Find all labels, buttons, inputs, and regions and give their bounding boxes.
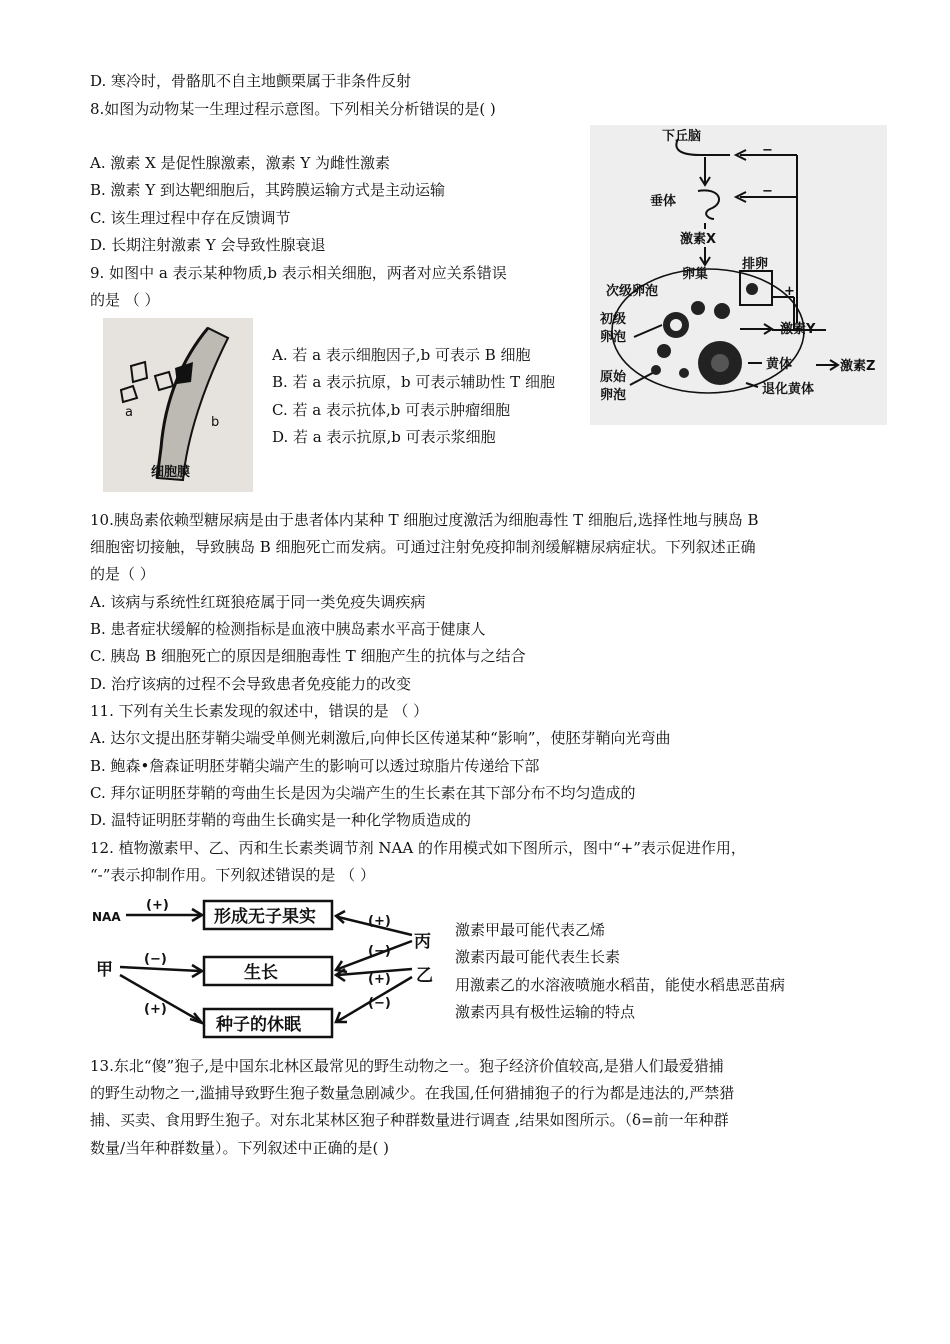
q12-option-4: 激素丙具有极性运输的特点 [455, 1003, 636, 1021]
label-plus: + [784, 284, 795, 299]
q9-label-membrane: 细胞膜 [151, 465, 191, 480]
q12-label-jia: 甲 [96, 960, 113, 980]
q9-option-c: C. 若 a 表示抗体,b 可表示肿瘤细胞 [272, 401, 511, 419]
q10-stem-3: 的是（ ） [90, 565, 155, 583]
label-minus-1: − [762, 143, 773, 158]
q12-hormone-diagram [92, 895, 442, 1045]
q10-option-b: B. 患者症状缓解的检测指标是血液中胰岛素水平高于健康人 [90, 620, 486, 638]
q12-sign-jia-1: (−) [144, 952, 167, 967]
q13-stem-2: 的野生动物之一,滥捕导致野生狍子数量急剧减少。在我国,任何猎捕狍子的行为都是违法的,严禁猎 [90, 1084, 735, 1102]
q12-label-yi: 乙 [416, 966, 433, 986]
label-minus-2: − [762, 184, 773, 199]
q12-option-3: 用激素乙的水溶液喷施水稻苗，能使水稻患恶苗病 [455, 976, 786, 994]
q8-hormone-figure [590, 125, 887, 425]
q11-option-b: B. 鲍森•詹森证明胚芽鞘尖端产生的影响可以透过琼脂片传递给下部 [90, 757, 540, 775]
label-primary-2: 卵泡 [600, 330, 627, 345]
q8-stem: 8.如图为动物某一生理过程示意图。下列相关分析错误的是( ) [90, 100, 496, 118]
q12-sign-yi-1: (+) [368, 972, 391, 987]
q10-option-c: C. 胰岛 B 细胞死亡的原因是细胞毒性 T 细胞产生的抗体与之结合 [90, 647, 526, 665]
q11-option-c: C. 拜尔证明胚芽鞘的弯曲生长是因为尖端产生的生长素在其下部分布不均匀造成的 [90, 784, 636, 802]
q9-stem-2: 的是 （ ） [90, 291, 160, 309]
label-degenerated-cl: 退化黄体 [762, 382, 815, 397]
label-hypothalamus: 下丘脑 [662, 129, 702, 144]
q9-option-a: A. 若 a 表示细胞因子,b 可表示 B 细胞 [272, 346, 531, 364]
q12-box1-label: 形成无子果实 [214, 907, 316, 927]
q8-option-d: D. 长期注射激素 Y 会导致性腺衰退 [90, 236, 326, 254]
q9-label-b: b [211, 415, 220, 430]
label-primordial-2: 卵泡 [600, 388, 627, 403]
q9-option-d: D. 若 a 表示抗原,b 可表示浆细胞 [272, 428, 496, 446]
label-corpus-luteum: 黄体 [766, 357, 793, 372]
label-ovary: 卵巢 [682, 267, 709, 282]
q8-option-c: C. 该生理过程中存在反馈调节 [90, 209, 291, 227]
q12-box2-label: 生长 [244, 963, 278, 983]
q12-sign-yi-2: (−) [368, 996, 391, 1011]
q13-stem-3: 捕、买卖、食用野生狍子。对东北某林区狍子种群数量进行调查 ,结果如图所示。（δ=前一年种群 [90, 1111, 729, 1129]
label-secondary-follicle: 次级卵泡 [606, 284, 659, 299]
label-hormone-z: 激素Z [840, 359, 876, 374]
q9-figure [103, 318, 253, 492]
q12-option-2: 激素丙最可能代表生长素 [455, 948, 621, 966]
q10-stem-1: 10.胰岛素依赖型糖尿病是由于患者体内某种 T 细胞过度激活为细胞毒性 T 细胞后,选择性地与胰岛 B [90, 511, 759, 529]
q7-option-d: D. 寒冷时，骨骼肌不自主地颤栗属于非条件反射 [90, 72, 412, 90]
label-hormone-x: 激素X [680, 232, 717, 247]
q10-stem-2: 细胞密切接触，导致胰岛 B 细胞死亡而发病。可通过注射免疫抑制剂缓解糖尿病症状。下列叙述正确 [90, 538, 756, 556]
q12-label-bing: 丙 [414, 932, 431, 952]
q12-box3-label: 种子的休眠 [216, 1015, 301, 1035]
label-hormone-y: 激素Y [780, 322, 816, 337]
label-ovulation: 排卵 [742, 257, 769, 272]
q12-sign-bing-2: (−) [368, 944, 391, 959]
q12-sign-bing-1: (+) [368, 914, 391, 929]
q12-stem-2: “-”表示抑制作用。下列叙述错误的是 （ ） [90, 866, 375, 884]
label-primordial-1: 原始 [600, 370, 627, 385]
q13-stem-1: 13.东北“傻”狍子,是中国东北林区最常见的野生动物之一。狍子经济价值较高,是猎人们最爱猎捕 [90, 1057, 724, 1075]
q12-label-naa: NAA [92, 910, 121, 924]
q13-stem-4: 数量/当年种群数量）。下列叙述中正确的是( ) [90, 1139, 390, 1157]
q9-stem-1: 9. 如图中 a 表示某种物质,b 表示相关细胞，两者对应关系错误 [90, 264, 507, 282]
label-primary-1: 初级 [600, 312, 627, 327]
q12-sign-naa: (+) [146, 898, 169, 913]
q10-option-a: A. 该病与系统性红斑狼疮属于同一类免疫失调疾病 [90, 593, 426, 611]
q9-option-b: B. 若 a 表示抗原，b 可表示辅助性 T 细胞 [272, 373, 555, 391]
q12-stem-1: 12. 植物激素甲、乙、丙和生长素类调节剂 NAA 的作用模式如下图所示，图中“+”表示促进作用， [90, 839, 746, 857]
q10-option-d: D. 治疗该病的过程不会导致患者免疫能力的改变 [90, 675, 412, 693]
q8-option-b: B. 激素 Y 到达靶细胞后，其跨膜运输方式是主动运输 [90, 181, 445, 199]
q9-membrane-diagram [103, 318, 253, 492]
label-pituitary: 垂体 [650, 194, 677, 209]
q12-option-1: 激素甲最可能代表乙烯 [455, 921, 606, 939]
q11-stem: 11. 下列有关生长素发现的叙述中，错误的是 （ ） [90, 702, 429, 720]
q8-option-a: A. 激素 X 是促性腺激素，激素 Y 为雌性激素 [90, 154, 391, 172]
q12-sign-jia-2: (+) [144, 1002, 167, 1017]
q12-figure [92, 895, 442, 1045]
q11-option-d: D. 温特证明胚芽鞘的弯曲生长确实是一种化学物质造成的 [90, 811, 472, 829]
q11-option-a: A. 达尔文提出胚芽鞘尖端受单侧光刺激后,向伸长区传递某种“影响”，使胚芽鞘向光弯曲 [90, 729, 671, 747]
q9-label-a: a [125, 405, 133, 420]
q8-hormone-diagram [590, 125, 887, 425]
